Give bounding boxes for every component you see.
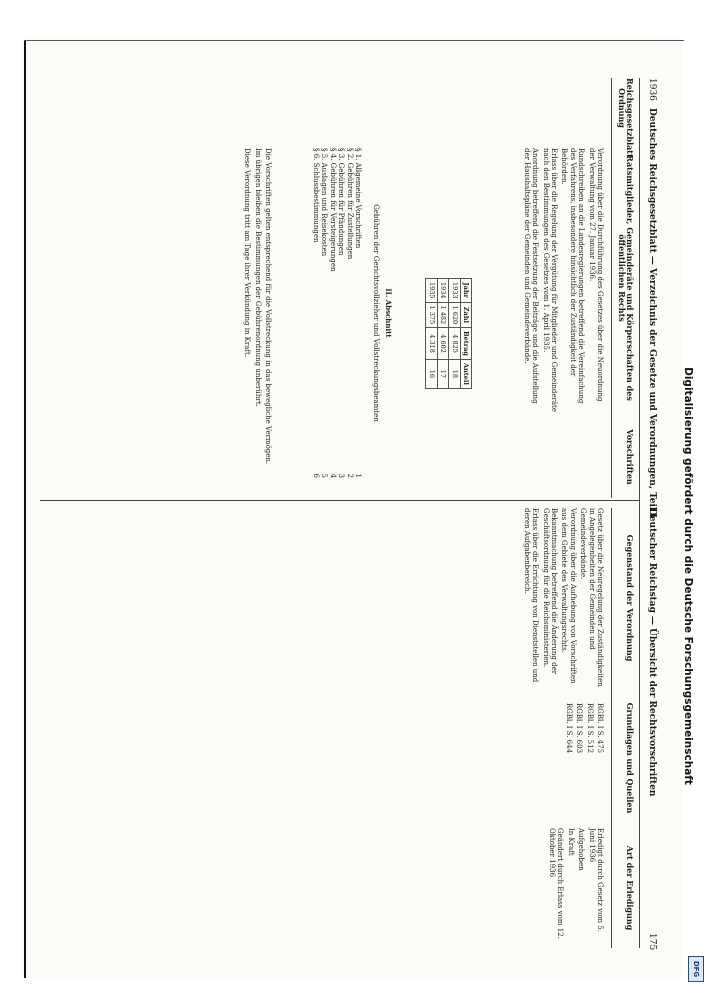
- table-cell: 1934: [437, 279, 448, 303]
- left-block: Erlass über die Regelung der Vergütung für Mitglieder und Gemeinderäte nach den Bestimmungen des Gesetzes vom 1. April 1935.: [541, 148, 558, 412]
- left-col-3-head: Vorschriften: [625, 429, 635, 485]
- right-block: Gesetz über die Neuregelung der Zuständigkeiten in Angelegenheiten der Gemeinden und Gemeindeverbände.: [579, 508, 604, 687]
- right-text-blocks: [44, 508, 604, 693]
- rotated-document: [22, 38, 682, 978]
- scan-frame-edge: [24, 40, 26, 978]
- left-section-list: [282, 148, 362, 478]
- left-block: Verordnung über die Durchführung des Gesetzes über die Neuordnung der Verwaltung vom 27. Januar 1936.: [587, 148, 604, 402]
- list-item: § 1. Allgemeine Vorschriften 1: [354, 148, 362, 478]
- result: Geändert durch Erlass vom 12. Oktober 1936: [547, 828, 565, 939]
- left-note: Im übrigen bleiben die Bestimmungen der Gebührenordnung unberührt.: [253, 148, 262, 407]
- left-subtitle: Ratsmitglieder, Gemeinderäte und Körperschaften des öffentlichen Rechts: [616, 155, 635, 401]
- left-section-title: II. Abschnitt: [384, 288, 393, 338]
- right-block: Verordnung über die Aufhebung von Vorschriften aus dem Gebiete des Verwaltungsrechts.: [560, 508, 577, 684]
- dfg-logo: [688, 956, 704, 982]
- right-references: [44, 703, 604, 818]
- table-header: Betrag: [460, 328, 471, 360]
- right-col-2-head: Grundlagen und Quellen: [625, 702, 635, 814]
- table-cell: 1 482: [437, 302, 448, 328]
- left-block: Anordnung betreffend die Festsetzung der Beiträge und die Aufstellung der Haushaltspläne der Gemeinden und Gemeindeverbände.: [522, 148, 540, 404]
- left-note: Diese Verordnung tritt am Tage ihrer Verkündung in Kraft.: [243, 148, 252, 358]
- table-cell: 1933: [449, 279, 460, 303]
- reference: RGBl. I S. 512: [585, 703, 594, 754]
- table-cell: 1935: [426, 279, 437, 303]
- right-results: [44, 828, 604, 948]
- table-row: [449, 279, 460, 389]
- left-section-sub: Gebühren der Gerichtsvollzieher und Vollstreckungsbeamten: [372, 204, 380, 422]
- table-cell: 17: [437, 359, 448, 388]
- header-rule: [639, 78, 640, 948]
- left-text-blocks: [464, 148, 604, 413]
- left-block: Rundschreiben an die Landesregierungen betreffend die Vereinfachung des Verfahrens, insbesondere hinsichtlich der Zuständigkeit der Behörden.: [560, 148, 586, 404]
- right-col-rule: [611, 508, 612, 948]
- result: In Kraft: [566, 828, 575, 856]
- table-cell: 16: [426, 359, 437, 388]
- statistics-table-wrap: [402, 278, 472, 478]
- table-cell: 4 602: [437, 328, 448, 360]
- list-item: § 2. Gebühren für Zustellungen 2: [345, 148, 354, 478]
- table-cell: 1 620: [449, 302, 460, 328]
- center-divider: [40, 500, 640, 501]
- right-block: Bekanntmachung betreffend die Änderung der Geschäftsordnung für die Reichsministerien.: [541, 508, 558, 675]
- right-col-1-head: Gegenstand der Verordnung: [625, 534, 635, 662]
- funding-label: Digitalisierung gefördert durch die Deutsche Forschungsgemeinschaft: [682, 367, 694, 785]
- reference: RGBl. I S. 475: [596, 703, 604, 754]
- table-cell: 1 375: [426, 302, 437, 328]
- result: Erledigt durch Gesetz vom 5. Juni 1936: [587, 828, 604, 932]
- left-page-title: Deutsches Reichsgesetzblatt — Verzeichnis der Gesetze und Verordnungen, Teil I: [647, 108, 657, 518]
- table-cell: 4 318: [426, 328, 437, 360]
- table-header: Zahl: [460, 302, 471, 328]
- right-col-3-head: Art der Erledigung: [625, 845, 635, 931]
- table-header: Anteil: [460, 359, 471, 388]
- left-note: Die Vorschriften gelten entsprechend für die Vollstreckung in das bewegliche Vermögen.: [264, 148, 272, 465]
- scanned-page: [22, 38, 682, 978]
- reference: RGBl. I S. 644: [564, 703, 573, 754]
- right-page-title: Deutscher Reichstag — Übersicht der Rechtsvorschriften: [647, 508, 657, 797]
- list-item: § 3. Gebühren für Pfändungen 3: [337, 148, 346, 478]
- table-row: [437, 279, 448, 389]
- left-col-2-head: [617, 148, 634, 408]
- dfg-logo-text: DFG: [692, 960, 700, 978]
- list-item: § 4. Gebühren für Versteigerungen 4: [328, 148, 337, 478]
- result: Aufgehoben: [577, 828, 586, 871]
- page-year: 1936: [647, 78, 657, 101]
- list-item: § 5. Auslagen und Reisekosten 5: [320, 148, 329, 478]
- table-header: Jahr: [460, 279, 471, 303]
- left-page-header: [638, 108, 656, 528]
- left-col-rule: [611, 78, 612, 498]
- page-number: 175: [647, 933, 657, 951]
- table-row: [426, 279, 437, 389]
- right-page-header: [638, 508, 657, 951]
- table-cell: 4 825: [449, 328, 460, 360]
- right-block: Erlass über die Errichtung von Dienststellen und deren Aufgabenbereich.: [522, 508, 540, 683]
- reference: RGBl. I S. 603: [575, 703, 584, 754]
- scan-frame-top: [24, 40, 684, 41]
- list-item: § 6. Schlussbestimmungen 6: [311, 148, 320, 478]
- left-notes: [52, 148, 272, 478]
- table-cell: 18: [449, 359, 460, 388]
- left-col-1-head: Reichsgesetzblatt Ordnung: [616, 78, 635, 158]
- statistics-table: [425, 278, 472, 389]
